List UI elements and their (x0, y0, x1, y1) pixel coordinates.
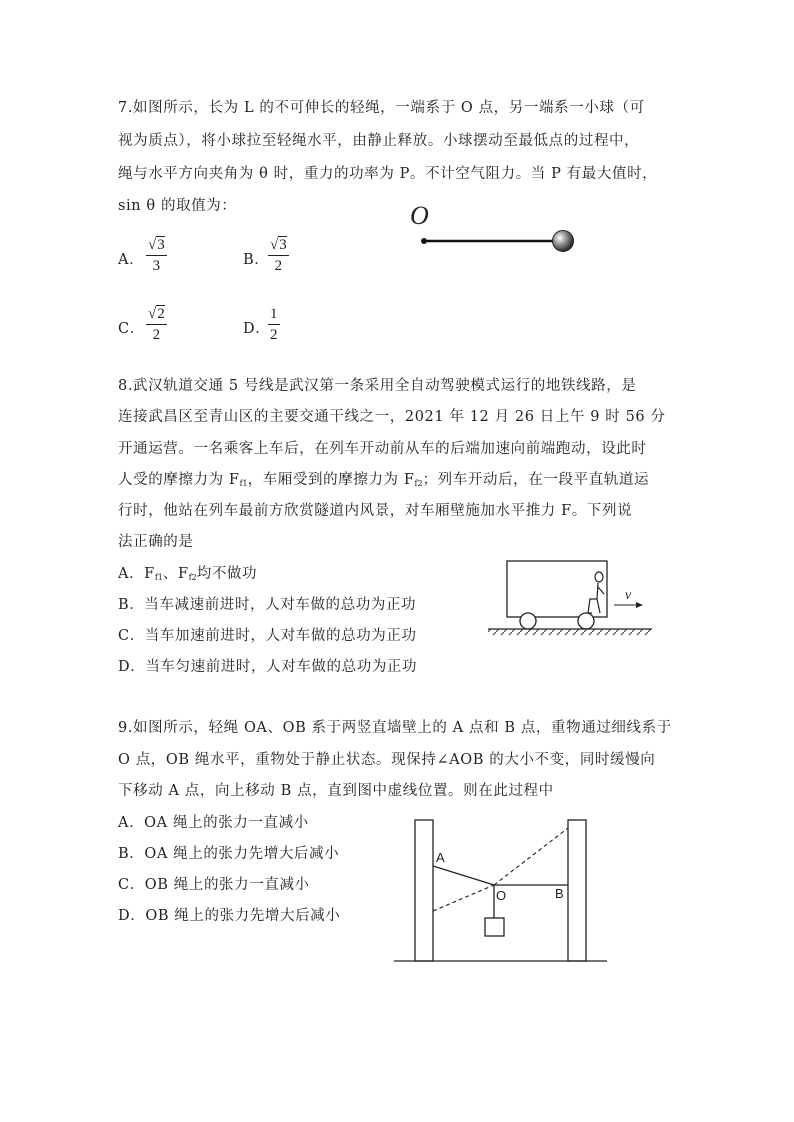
q7-option-a-fraction (146, 236, 167, 275)
q8-option-b: B．当车减速前进时，人对车做的总功为正功 (118, 597, 417, 613)
q9-left-wall (415, 820, 433, 961)
q7-option-b-denominator: 2 (274, 258, 283, 274)
q7-option-d-fraction (268, 305, 280, 344)
q8-option-a-part2: 、F (162, 566, 189, 582)
q8-velocity-label: v (625, 588, 632, 603)
q7-option-c-denominator: 2 (152, 327, 161, 343)
q8-line-3: 开通运营。一名乘客上车后，在列车开动前从车的后端加速向前端跑动，设此时 (118, 441, 647, 457)
arrow-head-icon (636, 602, 643, 608)
q9-label-o: O (496, 888, 507, 903)
q8-line-4-part1: 人受的摩擦力为 F (118, 472, 240, 488)
q8-option-a-part1: A．F (118, 566, 155, 582)
q8-option-a-sub1: f1 (154, 573, 163, 582)
q8-line-2: 连接武昌区至青山区的主要交通干线之一，2021 年 12 月 26 日上午 9 时 56 分 (118, 409, 666, 425)
sqrt-icon: √ (148, 237, 157, 253)
q7-option-c-fraction (146, 305, 167, 344)
q7-line-4: sin θ 的取值为： (118, 198, 237, 214)
q8-line-1: 8.武汉轨道交通 5 号线是武汉第一条采用全自动驾驶模式运行的地铁线路，是 (118, 378, 637, 394)
q7-option-c-label: C． (118, 321, 145, 337)
q8-train-car (507, 561, 607, 617)
q8-line-4-sub1: f1 (239, 479, 248, 488)
q9-dashed-oa (433, 885, 494, 911)
q8-option-a-part3: 均不做功 (196, 566, 258, 582)
q8-ground-hatch (488, 629, 652, 635)
q9-option-c: C．OB 绳上的张力一直减小 (118, 877, 310, 893)
q8-wheel-right (578, 613, 594, 629)
q7-line-1: 7.如图所示，长为 L 的不可伸长的轻绳，一端系于 O 点，另一端系一小球（可 (118, 100, 645, 116)
q8-line-6: 法正确的是 (118, 534, 194, 550)
q8-option-c: C．当车加速前进时，人对车做的总功为正功 (118, 628, 417, 644)
sqrt-icon: √ (270, 237, 279, 253)
q8-option-a-sub2: f2 (188, 573, 197, 582)
q9-option-d: D．OB 绳上的张力先增大后减小 (118, 908, 341, 924)
q9-label-b: B (555, 886, 565, 901)
q9-dashed-ob (494, 828, 568, 885)
q7-ball (553, 231, 574, 252)
q7-option-b-fraction (268, 236, 289, 275)
q8-option-a (118, 562, 257, 583)
q8-line-4-part2: ，车厢受到的摩擦力为 F (247, 472, 415, 488)
q7-option-a-denominator: 3 (152, 258, 161, 274)
q7-pivot-point (421, 238, 427, 244)
q8-line-4-part3: ；列车开动后，在一段平直轨道运 (422, 472, 650, 488)
q7-option-b-label: B． (243, 252, 270, 268)
q7-line-3: 绳与水平方向夹角为 θ 时，重力的功率为 P。不计空气阻力。当 P 有最大值时， (118, 166, 658, 182)
q8-line-4 (118, 468, 649, 489)
q9-option-b: B．OA 绳上的张力先增大后减小 (118, 846, 340, 862)
q8-wheel-left (520, 613, 536, 629)
q9-weight-block (485, 918, 504, 936)
sqrt-icon: √ (148, 306, 157, 322)
q7-option-d-denominator: 2 (270, 327, 278, 343)
q9-rope-oa (433, 866, 494, 885)
q7-option-a-label: A． (118, 252, 145, 268)
q8-line-4-sub2: f2 (414, 479, 423, 488)
q7-option-a-numerator: 3 (157, 237, 165, 253)
q7-option-b-numerator: 3 (279, 237, 287, 253)
q7-option-d-numerator: 1 (268, 305, 280, 325)
q7-line-2: 视为质点），将小球拉至轻绳水平，由静止释放。小球摆动至最低点的过程中， (118, 133, 640, 149)
q9-right-wall (568, 820, 586, 961)
q9-option-a: A．OA 绳上的张力一直减小 (118, 815, 309, 831)
q9-line-1: 9.如图所示，轻绳 OA、OB 系于两竖直墙壁上的 A 点和 B 点，重物通过细线系于 (118, 720, 672, 736)
q9-line-2: O 点，OB 绳水平，重物处于静止状态。现保持∠AOB 的大小不变，同时缓慢向 (118, 752, 656, 768)
q7-option-d-label: D． (243, 321, 271, 337)
q8-option-d: D．当车匀速前进时，人对车做的总功为正功 (118, 659, 418, 675)
q9-line-3: 下移动 A 点，向上移动 B 点，直到图中虚线位置。则在此过程中 (118, 783, 554, 799)
q7-option-c-numerator: 2 (157, 306, 165, 322)
q8-line-5: 行时，他站在列车最前方欣赏隧道内风景，对车厢壁施加水平推力 F。下列说 (118, 503, 633, 519)
q8-passenger-figure (588, 572, 604, 613)
q7-figure-point-label: O (410, 201, 430, 230)
q9-label-a: A (436, 850, 446, 865)
